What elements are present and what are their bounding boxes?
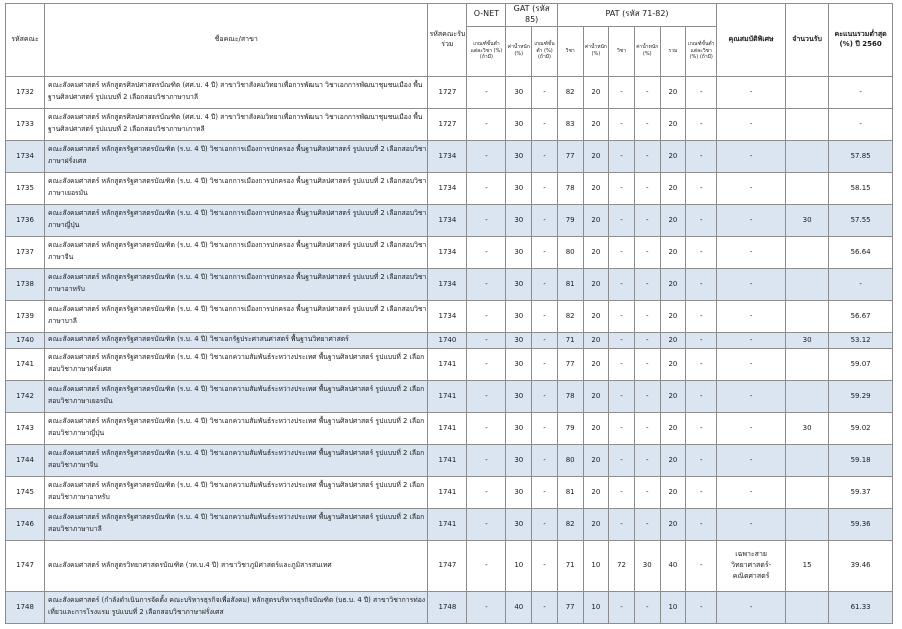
cell-pat-weight-1: 20: [583, 172, 609, 204]
cell-joint-code: 1734: [428, 300, 467, 332]
cell-seats: [786, 508, 829, 540]
cell-gat-min: -: [532, 540, 558, 591]
cell-pat-weight-1: 20: [583, 76, 609, 108]
cell-qualification: -: [717, 204, 786, 236]
cell-pat-subject-1: 77: [557, 140, 583, 172]
cell-joint-code: 1734: [428, 236, 467, 268]
cell-onet-min: -: [467, 380, 506, 412]
cell-qualification: -: [717, 76, 786, 108]
cell-seats: [786, 140, 829, 172]
cell-name: คณะสังคมศาสตร์ หลักสูตรรัฐศาสตรบัณฑิต (ร.บ. 4 ปี) วิชาเอกความสัมพันธ์ระหว่างประเทศ พื้นฐานศิลปศาสตร์ รูปแบบที่ 2 เลือกสอบวิชาภาษาบาลี: [45, 508, 428, 540]
cell-code: 1735: [6, 172, 45, 204]
cell-seats: [786, 348, 829, 380]
cell-pat-weight-2: -: [634, 508, 660, 540]
cell-seats: [786, 108, 829, 140]
cell-pat-weight-2: 30: [634, 540, 660, 591]
header-onet-min: เกณฑ์ขั้นต่ำแต่ละวิชา (%) (ถ้ามี): [467, 26, 506, 76]
cell-gat-weight: 30: [506, 268, 532, 300]
cell-onet-min: -: [467, 332, 506, 348]
cell-min-score: -: [829, 268, 893, 300]
cell-pat-weight-1: 20: [583, 236, 609, 268]
cell-pat-subject-1: 80: [557, 236, 583, 268]
cell-joint-code: 1734: [428, 140, 467, 172]
cell-pat-subject-1: 82: [557, 76, 583, 108]
cell-gat-min: -: [532, 508, 558, 540]
header-pat-min: เกณฑ์ขั้นต่ำแต่ละวิชา (%) (ถ้ามี): [686, 26, 717, 76]
cell-pat-min: -: [686, 204, 717, 236]
cell-pat-subject-2: -: [609, 348, 635, 380]
cell-seats: [786, 591, 829, 623]
cell-name: คณะสังคมศาสตร์ หลักสูตรรัฐศาสตรบัณฑิต (ร.บ. 4 ปี) วิชาเอกความสัมพันธ์ระหว่างประเทศ พื้นฐานศิลปศาสตร์ รูปแบบที่ 2 เลือกสอบวิชาภาษาเยอรมัน: [45, 380, 428, 412]
cell-min-score: 57.55: [829, 204, 893, 236]
cell-onet-min: -: [467, 540, 506, 591]
header-joint-code: รหัสคณะรับร่วม: [428, 4, 467, 77]
cell-pat-weight-1: 20: [583, 108, 609, 140]
cell-pat-total: 20: [660, 300, 686, 332]
cell-gat-weight: 30: [506, 332, 532, 348]
cell-pat-weight-1: 20: [583, 332, 609, 348]
cell-pat-total: 40: [660, 540, 686, 591]
header-gat-min: เกณฑ์ขั้นต่ำ (%) (ถ้ามี): [532, 26, 558, 76]
header-gat-group: GAT (รหัส 85): [506, 4, 557, 27]
cell-min-score: -: [829, 108, 893, 140]
cell-code: 1742: [6, 380, 45, 412]
cell-onet-min: -: [467, 444, 506, 476]
cell-gat-min: -: [532, 268, 558, 300]
cell-pat-weight-1: 20: [583, 508, 609, 540]
cell-pat-min: -: [686, 591, 717, 623]
cell-joint-code: 1741: [428, 380, 467, 412]
table-row: [6, 332, 893, 348]
cell-pat-total: 20: [660, 332, 686, 348]
cell-name: คณะสังคมศาสตร์ หลักสูตรรัฐศาสตรบัณฑิต (ร.บ. 4 ปี) วิชาเอกการเมืองการปกครอง พื้นฐานศิลปศาสตร์ รูปแบบที่ 2 เลือกสอบวิชาภาษาบาลี: [45, 300, 428, 332]
cell-gat-min: -: [532, 76, 558, 108]
header-pat-subject-2: วิชา: [609, 26, 635, 76]
cell-onet-min: -: [467, 172, 506, 204]
cell-joint-code: 1741: [428, 412, 467, 444]
cell-pat-subject-1: 80: [557, 444, 583, 476]
cell-qualification: -: [717, 380, 786, 412]
cell-pat-total: 20: [660, 380, 686, 412]
cell-gat-weight: 30: [506, 300, 532, 332]
cell-pat-min: -: [686, 332, 717, 348]
table-row: [6, 204, 893, 236]
cell-pat-total: 10: [660, 591, 686, 623]
cell-qualification: เฉพาะสายวิทยาศาสตร์-คณิตศาสตร์: [717, 540, 786, 591]
cell-pat-subject-2: -: [609, 412, 635, 444]
cell-seats: [786, 236, 829, 268]
cell-pat-subject-2: -: [609, 140, 635, 172]
cell-min-score: 57.85: [829, 140, 893, 172]
cell-pat-weight-2: -: [634, 380, 660, 412]
cell-gat-min: -: [532, 172, 558, 204]
cell-pat-weight-2: -: [634, 108, 660, 140]
cell-gat-min: -: [532, 380, 558, 412]
cell-gat-min: -: [532, 476, 558, 508]
cell-pat-subject-1: 71: [557, 540, 583, 591]
cell-joint-code: 1741: [428, 476, 467, 508]
cell-min-score: 56.67: [829, 300, 893, 332]
cell-gat-weight: 30: [506, 380, 532, 412]
cell-gat-weight: 30: [506, 172, 532, 204]
cell-name: คณะสังคมศาสตร์ หลักสูตรรัฐศาสตรบัณฑิต (ร.บ. 4 ปี) วิชาเอกการเมืองการปกครอง พื้นฐานศิลปศาสตร์ รูปแบบที่ 2 เลือกสอบวิชาภาษาอาหรับ: [45, 268, 428, 300]
cell-pat-weight-2: -: [634, 300, 660, 332]
cell-name: คณะสังคมศาสตร์ หลักสูตรศิลปศาสตรบัณฑิต (ศศ.บ. 4 ปี) สาขาวิชาสังคมวิทยาเพื่อการพัฒนา วิชาเอกการพัฒนาชุมชนเมือง พื้นฐานศิลปศาสตร์ รูปแบบที่ 2 เลือกสอบวิชาภาษาบาลี: [45, 76, 428, 108]
cell-pat-subject-2: -: [609, 204, 635, 236]
cell-gat-min: -: [532, 348, 558, 380]
cell-onet-min: -: [467, 236, 506, 268]
cell-min-score: -: [829, 76, 893, 108]
cell-seats: 30: [786, 332, 829, 348]
cell-pat-weight-1: 20: [583, 300, 609, 332]
table-row: [6, 76, 893, 108]
cell-gat-weight: 30: [506, 204, 532, 236]
header-pat-weight-2: ค่าน้ำหนัก (%): [634, 26, 660, 76]
cell-name: คณะสังคมศาสตร์ หลักสูตรรัฐศาสตรบัณฑิต (ร.บ. 4 ปี) วิชาเอกการเมืองการปกครอง พื้นฐานศิลปศาสตร์ รูปแบบที่ 2 เลือกสอบวิชาภาษาฝรั่งเศส: [45, 140, 428, 172]
cell-pat-subject-1: 82: [557, 508, 583, 540]
cell-gat-weight: 30: [506, 108, 532, 140]
table-row: [6, 108, 893, 140]
cell-qualification: -: [717, 591, 786, 623]
cell-gat-min: -: [532, 108, 558, 140]
cell-code: 1736: [6, 204, 45, 236]
table-row: [6, 591, 893, 623]
table-row: [6, 236, 893, 268]
cell-gat-min: -: [532, 300, 558, 332]
cell-qualification: -: [717, 508, 786, 540]
cell-gat-min: -: [532, 236, 558, 268]
cell-onet-min: -: [467, 412, 506, 444]
cell-gat-weight: 30: [506, 236, 532, 268]
cell-pat-total: 20: [660, 476, 686, 508]
cell-pat-subject-1: 78: [557, 172, 583, 204]
cell-pat-subject-2: -: [609, 591, 635, 623]
cell-seats: [786, 268, 829, 300]
cell-min-score: 39.46: [829, 540, 893, 591]
cell-pat-weight-2: -: [634, 268, 660, 300]
cell-pat-min: -: [686, 476, 717, 508]
cell-gat-min: -: [532, 444, 558, 476]
cell-onet-min: -: [467, 268, 506, 300]
cell-name: คณะสังคมศาสตร์ หลักสูตรรัฐศาสตรบัณฑิต (ร.บ. 4 ปี) วิชาเอกการเมืองการปกครอง พื้นฐานศิลปศาสตร์ รูปแบบที่ 2 เลือกสอบวิชาภาษาเยอรมัน: [45, 172, 428, 204]
cell-pat-subject-2: -: [609, 380, 635, 412]
cell-qualification: -: [717, 300, 786, 332]
cell-pat-min: -: [686, 108, 717, 140]
cell-onet-min: -: [467, 300, 506, 332]
cell-pat-total: 20: [660, 236, 686, 268]
table-row: [6, 380, 893, 412]
cell-min-score: 59.18: [829, 444, 893, 476]
cell-pat-subject-1: 81: [557, 268, 583, 300]
cell-qualification: -: [717, 348, 786, 380]
cell-pat-subject-2: -: [609, 76, 635, 108]
cell-pat-subject-2: -: [609, 332, 635, 348]
cell-pat-subject-1: 79: [557, 204, 583, 236]
cell-pat-weight-1: 10: [583, 540, 609, 591]
cell-pat-weight-1: 10: [583, 591, 609, 623]
cell-min-score: 53.12: [829, 332, 893, 348]
cell-pat-subject-2: -: [609, 444, 635, 476]
cell-gat-min: -: [532, 591, 558, 623]
cell-pat-weight-2: -: [634, 332, 660, 348]
cell-seats: 30: [786, 204, 829, 236]
cell-onet-min: -: [467, 140, 506, 172]
table-row: [6, 412, 893, 444]
cell-gat-weight: 30: [506, 444, 532, 476]
cell-gat-weight: 30: [506, 412, 532, 444]
table-row: [6, 540, 893, 591]
cell-pat-weight-2: -: [634, 76, 660, 108]
cell-seats: [786, 172, 829, 204]
cell-name: คณะสังคมศาสตร์ หลักสูตรรัฐศาสตรบัณฑิต (ร.บ. 4 ปี) วิชาเอกความสัมพันธ์ระหว่างประเทศ พื้นฐานศิลปศาสตร์ รูปแบบที่ 2 เลือกสอบวิชาภาษาจีน: [45, 444, 428, 476]
cell-code: 1740: [6, 332, 45, 348]
table-body: [6, 76, 893, 623]
cell-pat-min: -: [686, 412, 717, 444]
cell-min-score: 56.64: [829, 236, 893, 268]
cell-seats: 15: [786, 540, 829, 591]
header-gat-weight: ค่าน้ำหนัก (%): [506, 26, 532, 76]
cell-pat-subject-2: 72: [609, 540, 635, 591]
cell-gat-min: -: [532, 332, 558, 348]
cell-pat-subject-2: -: [609, 108, 635, 140]
cell-pat-total: 20: [660, 108, 686, 140]
cell-pat-subject-2: -: [609, 172, 635, 204]
cell-pat-total: 20: [660, 268, 686, 300]
cell-code: 1741: [6, 348, 45, 380]
cell-pat-total: 20: [660, 508, 686, 540]
cell-min-score: 58.15: [829, 172, 893, 204]
cell-pat-subject-2: -: [609, 476, 635, 508]
cell-pat-weight-2: -: [634, 348, 660, 380]
table-row: [6, 300, 893, 332]
cell-code: 1733: [6, 108, 45, 140]
cell-gat-weight: 40: [506, 591, 532, 623]
cell-gat-weight: 30: [506, 508, 532, 540]
cell-pat-subject-1: 81: [557, 476, 583, 508]
cell-seats: [786, 76, 829, 108]
table-row: [6, 444, 893, 476]
cell-qualification: -: [717, 476, 786, 508]
cell-code: 1737: [6, 236, 45, 268]
cell-qualification: -: [717, 172, 786, 204]
cell-name: คณะสังคมศาสตร์ หลักสูตรศิลปศาสตรบัณฑิต (ศศ.บ. 4 ปี) สาขาวิชาสังคมวิทยาเพื่อการพัฒนา วิชาเอกการพัฒนาชุมชนเมือง พื้นฐานศิลปศาสตร์ รูปแบบที่ 2 เลือกสอบวิชาภาษาเกาหลี: [45, 108, 428, 140]
cell-pat-weight-2: -: [634, 412, 660, 444]
cell-name: คณะสังคมศาสตร์ หลักสูตรรัฐศาสตรบัณฑิต (ร.บ. 4 ปี) วิชาเอกรัฐประศาสนศาสตร์ พื้นฐานวิทยาศาสตร์: [45, 332, 428, 348]
cell-seats: [786, 300, 829, 332]
cell-qualification: -: [717, 236, 786, 268]
admission-table: [5, 3, 893, 624]
cell-pat-weight-1: 20: [583, 380, 609, 412]
cell-code: 1745: [6, 476, 45, 508]
admission-sheet: [5, 3, 902, 624]
cell-code: 1747: [6, 540, 45, 591]
table-row: [6, 476, 893, 508]
cell-min-score: 59.07: [829, 348, 893, 380]
cell-qualification: -: [717, 268, 786, 300]
cell-pat-min: -: [686, 140, 717, 172]
cell-seats: [786, 476, 829, 508]
cell-pat-weight-2: -: [634, 444, 660, 476]
cell-min-score: 61.33: [829, 591, 893, 623]
table-row: [6, 140, 893, 172]
cell-gat-min: -: [532, 204, 558, 236]
cell-pat-total: 20: [660, 204, 686, 236]
cell-qualification: -: [717, 444, 786, 476]
cell-pat-min: -: [686, 348, 717, 380]
cell-pat-subject-1: 71: [557, 332, 583, 348]
cell-pat-total: 20: [660, 76, 686, 108]
cell-onet-min: -: [467, 508, 506, 540]
cell-pat-weight-1: 20: [583, 476, 609, 508]
cell-pat-weight-2: -: [634, 172, 660, 204]
cell-gat-weight: 10: [506, 540, 532, 591]
cell-pat-total: 20: [660, 444, 686, 476]
cell-pat-total: 20: [660, 140, 686, 172]
cell-gat-weight: 30: [506, 348, 532, 380]
cell-pat-weight-2: -: [634, 204, 660, 236]
cell-joint-code: 1734: [428, 172, 467, 204]
cell-pat-weight-1: 20: [583, 204, 609, 236]
cell-min-score: 59.02: [829, 412, 893, 444]
cell-code: 1734: [6, 140, 45, 172]
cell-joint-code: 1741: [428, 348, 467, 380]
cell-pat-min: -: [686, 300, 717, 332]
cell-pat-min: -: [686, 540, 717, 591]
cell-qualification: -: [717, 108, 786, 140]
cell-joint-code: 1740: [428, 332, 467, 348]
header-code: รหัสคณะ: [6, 4, 45, 77]
table-row: [6, 508, 893, 540]
cell-name: คณะสังคมศาสตร์ หลักสูตรรัฐศาสตรบัณฑิต (ร.บ. 4 ปี) วิชาเอกการเมืองการปกครอง พื้นฐานศิลปศาสตร์ รูปแบบที่ 2 เลือกสอบวิชาภาษาจีน: [45, 236, 428, 268]
cell-pat-subject-1: 77: [557, 348, 583, 380]
header-pat-total: รวม: [660, 26, 686, 76]
cell-pat-weight-2: -: [634, 140, 660, 172]
table-row: [6, 172, 893, 204]
header-seats: จำนวนรับ: [786, 4, 829, 77]
cell-pat-weight-2: -: [634, 591, 660, 623]
cell-code: 1744: [6, 444, 45, 476]
cell-min-score: 59.36: [829, 508, 893, 540]
cell-pat-subject-2: -: [609, 268, 635, 300]
cell-pat-min: -: [686, 380, 717, 412]
cell-seats: [786, 444, 829, 476]
cell-pat-weight-2: -: [634, 476, 660, 508]
cell-onet-min: -: [467, 108, 506, 140]
header-min-score: คะแนนรวมต่ำสุด (%) ปี 2560: [829, 4, 893, 77]
cell-name: คณะสังคมศาสตร์ หลักสูตรรัฐศาสตรบัณฑิต (ร.บ. 4 ปี) วิชาเอกความสัมพันธ์ระหว่างประเทศ พื้นฐานศิลปศาสตร์ รูปแบบที่ 2 เลือกสอบวิชาภาษาอาหรับ: [45, 476, 428, 508]
cell-pat-min: -: [686, 172, 717, 204]
cell-joint-code: 1741: [428, 508, 467, 540]
cell-code: 1743: [6, 412, 45, 444]
table-row: [6, 268, 893, 300]
cell-joint-code: 1727: [428, 108, 467, 140]
cell-seats: 30: [786, 412, 829, 444]
header-onet-group: O-NET: [467, 4, 506, 27]
header-pat-group: PAT (รหัส 71-82): [557, 4, 716, 27]
cell-name: คณะสังคมศาสตร์ (กำลังดำเนินการจัดตั้ง คณะบริหารธุรกิจเพื่อสังคม) หลักสูตรบริหารธุรกิจบัณฑิต (บธ.บ. 4 ปี) สาขาวิชาการท่องเที่ยวและการโรงแรม รูปแบบที่ 2 เลือกสอบวิชาภาษาฝรั่งเศส: [45, 591, 428, 623]
header-pat-subject-1: วิชา: [557, 26, 583, 76]
cell-pat-weight-1: 20: [583, 348, 609, 380]
cell-onet-min: -: [467, 76, 506, 108]
header-qualification: คุณสมบัติพิเศษ: [717, 4, 786, 77]
cell-name: คณะสังคมศาสตร์ หลักสูตรรัฐศาสตรบัณฑิต (ร.บ. 4 ปี) วิชาเอกความสัมพันธ์ระหว่างประเทศ พื้นฐานศิลปศาสตร์ รูปแบบที่ 2 เลือกสอบวิชาภาษาฝรั่งเศส: [45, 348, 428, 380]
cell-qualification: -: [717, 332, 786, 348]
cell-pat-subject-1: 77: [557, 591, 583, 623]
header-pat-weight-1: ค่าน้ำหนัก (%): [583, 26, 609, 76]
cell-pat-min: -: [686, 236, 717, 268]
cell-pat-subject-1: 83: [557, 108, 583, 140]
cell-pat-weight-1: 20: [583, 444, 609, 476]
cell-code: 1732: [6, 76, 45, 108]
cell-pat-weight-1: 20: [583, 412, 609, 444]
cell-name: คณะสังคมศาสตร์ หลักสูตรวิทยาศาสตรบัณฑิต (วท.บ.4 ปี) สาขาวิชาภูมิศาสตร์และภูมิสารสนเทศ: [45, 540, 428, 591]
cell-name: คณะสังคมศาสตร์ หลักสูตรรัฐศาสตรบัณฑิต (ร.บ. 4 ปี) วิชาเอกการเมืองการปกครอง พื้นฐานศิลปศาสตร์ รูปแบบที่ 2 เลือกสอบวิชาภาษาญี่ปุ่น: [45, 204, 428, 236]
cell-qualification: -: [717, 140, 786, 172]
cell-seats: [786, 380, 829, 412]
cell-pat-weight-1: 20: [583, 140, 609, 172]
cell-pat-min: -: [686, 76, 717, 108]
cell-pat-min: -: [686, 444, 717, 476]
cell-min-score: 59.37: [829, 476, 893, 508]
cell-pat-subject-2: -: [609, 236, 635, 268]
cell-pat-min: -: [686, 268, 717, 300]
cell-joint-code: 1748: [428, 591, 467, 623]
cell-pat-total: 20: [660, 412, 686, 444]
cell-gat-weight: 30: [506, 140, 532, 172]
cell-joint-code: 1734: [428, 204, 467, 236]
cell-onet-min: -: [467, 476, 506, 508]
cell-name: คณะสังคมศาสตร์ หลักสูตรรัฐศาสตรบัณฑิต (ร.บ. 4 ปี) วิชาเอกความสัมพันธ์ระหว่างประเทศ พื้นฐานศิลปศาสตร์ รูปแบบที่ 2 เลือกสอบวิชาภาษาญี่ปุ่น: [45, 412, 428, 444]
cell-gat-weight: 30: [506, 76, 532, 108]
table-header: [6, 4, 893, 77]
cell-code: 1746: [6, 508, 45, 540]
cell-onet-min: -: [467, 348, 506, 380]
cell-gat-min: -: [532, 140, 558, 172]
cell-code: 1738: [6, 268, 45, 300]
cell-pat-weight-1: 20: [583, 268, 609, 300]
cell-joint-code: 1727: [428, 76, 467, 108]
cell-pat-total: 20: [660, 172, 686, 204]
table-row: [6, 348, 893, 380]
cell-pat-subject-1: 78: [557, 380, 583, 412]
cell-pat-subject-2: -: [609, 508, 635, 540]
cell-pat-subject-1: 79: [557, 412, 583, 444]
cell-onet-min: -: [467, 591, 506, 623]
cell-gat-min: -: [532, 412, 558, 444]
cell-code: 1748: [6, 591, 45, 623]
cell-pat-subject-1: 82: [557, 300, 583, 332]
cell-joint-code: 1741: [428, 444, 467, 476]
header-name: ชื่อคณะ/สาขา: [45, 4, 428, 77]
cell-min-score: 59.29: [829, 380, 893, 412]
cell-pat-subject-2: -: [609, 300, 635, 332]
cell-gat-weight: 30: [506, 476, 532, 508]
cell-pat-total: 20: [660, 348, 686, 380]
cell-code: 1739: [6, 300, 45, 332]
cell-joint-code: 1734: [428, 268, 467, 300]
cell-qualification: -: [717, 412, 786, 444]
cell-joint-code: 1747: [428, 540, 467, 591]
cell-pat-weight-2: -: [634, 236, 660, 268]
cell-onet-min: -: [467, 204, 506, 236]
cell-pat-min: -: [686, 508, 717, 540]
